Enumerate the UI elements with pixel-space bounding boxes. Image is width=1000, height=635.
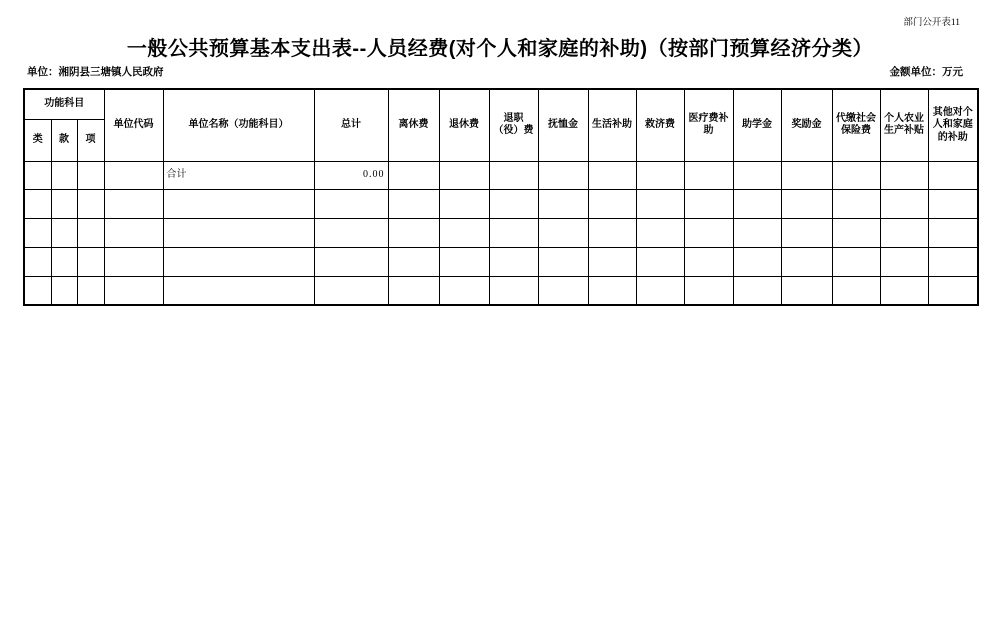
body-cell <box>77 276 104 305</box>
body-cell <box>928 189 978 218</box>
body-cell <box>489 276 538 305</box>
body-cell <box>77 161 104 189</box>
amount-unit-label: 金额单位：万元 <box>889 67 963 78</box>
body-cell <box>636 218 684 247</box>
body-cell <box>388 218 439 247</box>
body-cell <box>880 189 928 218</box>
body-cell <box>880 161 928 189</box>
body-cell <box>588 161 636 189</box>
body-cell <box>588 247 636 276</box>
body-cell <box>439 218 489 247</box>
table-row <box>24 189 978 218</box>
body-cell <box>24 161 51 189</box>
body-cell: 合计 <box>163 161 314 189</box>
body-cell <box>636 247 684 276</box>
body-cell <box>388 276 439 305</box>
body-cell <box>388 161 439 189</box>
body-cell <box>781 189 832 218</box>
body-cell <box>781 247 832 276</box>
col-header-unit-code: 单位代码 <box>104 89 163 161</box>
body-cell <box>439 189 489 218</box>
body-cell <box>733 161 781 189</box>
body-cell <box>163 247 314 276</box>
body-cell <box>928 247 978 276</box>
body-cell <box>163 276 314 305</box>
body-cell <box>51 161 77 189</box>
body-cell <box>733 189 781 218</box>
body-cell <box>733 218 781 247</box>
body-cell <box>781 218 832 247</box>
body-cell <box>538 218 588 247</box>
body-cell <box>51 247 77 276</box>
body-cell <box>928 218 978 247</box>
col-header-living-allowance: 生活补助 <box>588 89 636 161</box>
body-cell <box>832 276 880 305</box>
body-cell <box>439 161 489 189</box>
body-cell <box>388 247 439 276</box>
body-cell <box>636 161 684 189</box>
col-header-resignation-pay: 退职（役）费 <box>489 89 538 161</box>
body-cell <box>104 218 163 247</box>
body-cell <box>439 247 489 276</box>
body-cell <box>489 161 538 189</box>
col-header-pension: 抚恤金 <box>538 89 588 161</box>
body-cell <box>832 189 880 218</box>
body-cell <box>880 218 928 247</box>
table-row <box>24 218 978 247</box>
table-row <box>24 247 978 276</box>
body-cell <box>781 276 832 305</box>
col-header-item: 项 <box>77 119 104 161</box>
budget-table <box>23 88 979 306</box>
body-cell <box>314 276 388 305</box>
body-cell <box>489 189 538 218</box>
body-cell <box>104 247 163 276</box>
body-cell <box>489 218 538 247</box>
body-cell <box>832 218 880 247</box>
body-cell <box>538 189 588 218</box>
col-header-other-subsidy: 其他对个人和家庭的补助 <box>928 89 978 161</box>
body-cell <box>104 276 163 305</box>
col-header-social-insurance: 代缴社会保险费 <box>832 89 880 161</box>
body-cell <box>439 276 489 305</box>
body-cell <box>636 189 684 218</box>
body-cell <box>928 161 978 189</box>
table-row <box>24 276 978 305</box>
body-cell <box>104 161 163 189</box>
col-header-total: 总计 <box>314 89 388 161</box>
body-cell <box>880 247 928 276</box>
body-cell <box>832 247 880 276</box>
body-cell <box>51 276 77 305</box>
sheet-number-label: 部门公开表11 <box>903 18 960 28</box>
body-cell <box>24 247 51 276</box>
body-cell <box>684 218 733 247</box>
body-cell <box>733 247 781 276</box>
body-cell <box>163 189 314 218</box>
col-header-clause: 款 <box>51 119 77 161</box>
body-cell <box>77 247 104 276</box>
body-cell <box>388 189 439 218</box>
table-row <box>24 161 978 189</box>
col-header-medical-subsidy: 医疗费补助 <box>684 89 733 161</box>
body-cell <box>24 189 51 218</box>
body-cell <box>588 276 636 305</box>
body-cell <box>24 276 51 305</box>
body-cell <box>51 189 77 218</box>
col-header-function-subject: 功能科目 <box>24 89 104 119</box>
col-header-relief-fee: 救济费 <box>636 89 684 161</box>
table-body <box>24 161 978 305</box>
body-cell <box>314 189 388 218</box>
body-cell <box>880 276 928 305</box>
col-header-agri-production-subsidy: 个人农业生产补贴 <box>880 89 928 161</box>
body-cell <box>684 247 733 276</box>
col-header-unit-name: 单位名称（功能科目） <box>163 89 314 161</box>
body-cell <box>489 247 538 276</box>
body-cell <box>588 189 636 218</box>
body-cell <box>733 276 781 305</box>
meta-row <box>27 64 963 79</box>
page-title: 一般公共预算基本支出表--人员经费(对个人和家庭的补助)（按部门预算经济分类） <box>126 38 874 60</box>
body-cell <box>51 218 77 247</box>
body-cell <box>781 161 832 189</box>
body-cell <box>832 161 880 189</box>
body-cell <box>588 218 636 247</box>
body-cell <box>684 161 733 189</box>
body-cell <box>636 276 684 305</box>
body-cell: 0.00 <box>314 161 388 189</box>
col-header-retired-cadre-pay: 离休费 <box>388 89 439 161</box>
body-cell <box>77 189 104 218</box>
body-cell <box>314 247 388 276</box>
body-cell <box>314 218 388 247</box>
body-cell <box>538 161 588 189</box>
body-cell <box>163 218 314 247</box>
col-header-student-grant: 助学金 <box>733 89 781 161</box>
body-cell <box>77 218 104 247</box>
col-header-retirement-pay: 退休费 <box>439 89 489 161</box>
body-cell <box>24 218 51 247</box>
body-cell <box>684 189 733 218</box>
body-cell <box>538 276 588 305</box>
col-header-class: 类 <box>24 119 51 161</box>
body-cell <box>538 247 588 276</box>
body-cell <box>684 276 733 305</box>
unit-name-label: 单位：湘阴县三塘镇人民政府 <box>27 67 164 78</box>
col-header-reward: 奖励金 <box>781 89 832 161</box>
body-cell <box>104 189 163 218</box>
body-cell <box>928 276 978 305</box>
